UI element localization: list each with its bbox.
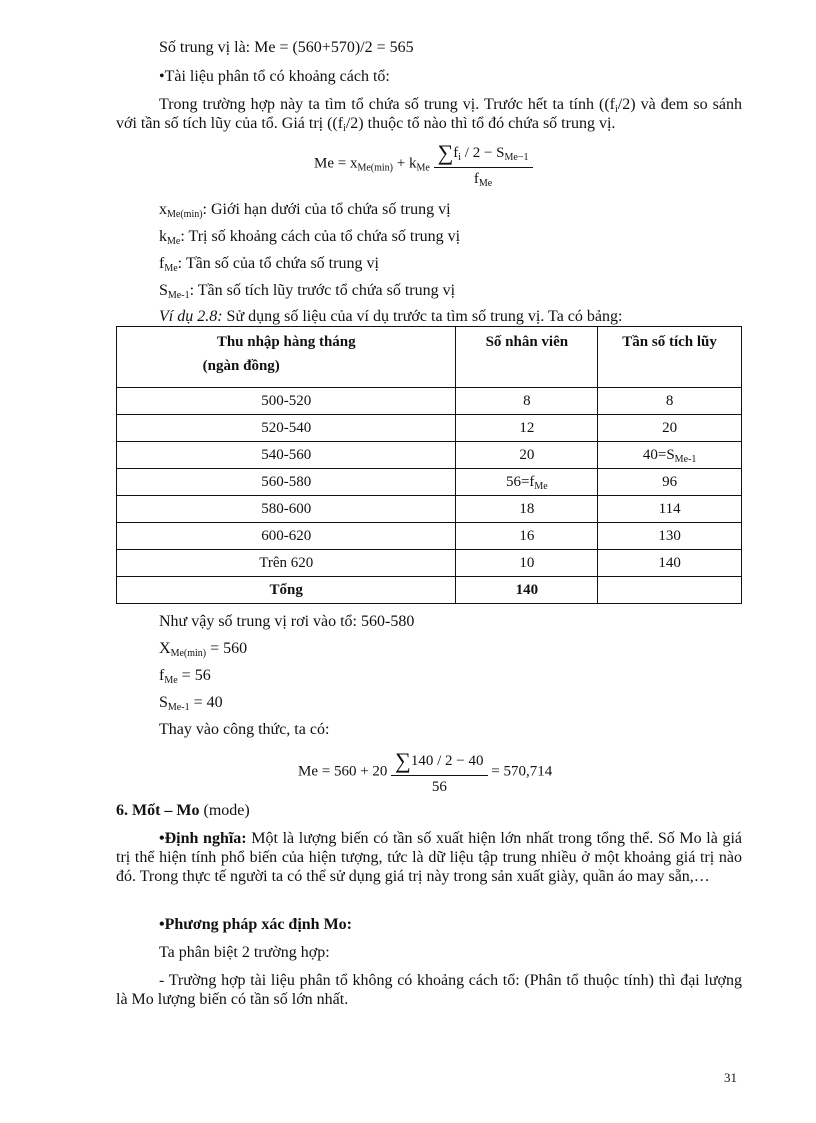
median-calculation-formula: Me = 560 + 20 $\frac{\sum 140 / 2 - 40}{56}$ = 570,714 xyxy=(298,748,553,796)
table-row: 580-600 18 114 xyxy=(117,496,742,523)
method-heading: •Phương pháp xác định Mo: xyxy=(159,916,352,933)
header-income: Thu nhập hàng tháng (ngàn đồng) xyxy=(117,327,456,388)
cases-intro: Ta phân biệt 2 trường hợp: xyxy=(159,944,330,961)
definition-f: $f_{Me}$: Tần số của tổ chứa số trung vị xyxy=(159,255,379,274)
example-line: Ví dụ 2.8: Sử dụng số liệu của ví dụ trước ta tìm số trung vị. Ta có bảng: xyxy=(159,308,623,325)
grouped-data-paragraph: Trong trường hợp này ta tìm tổ chứa số trung vị. Trước hết ta tính ($(f_i/2)$ và đem so sánh với tần số tích lũy của tổ. Giá trị ($(f_i/2)$ thuộc tổ nào thì tổ đó chứa số trung vị. xyxy=(116,96,742,135)
page-number: 31 xyxy=(724,1070,737,1085)
table-row: 500-520 8 8 xyxy=(117,388,742,415)
definition-k: $k_{Me}$: Trị số khoảng cách của tổ chứa số trung vị xyxy=(159,228,461,247)
value-x: $X_{Me(min)} = 560$ xyxy=(159,640,248,659)
median-formula-fraction: $\frac{\sum f_i / 2 - S_{Me-1}}{f_{Me}}$ xyxy=(434,140,533,188)
value-s: $S_{Me-1} = 40$ xyxy=(159,694,223,713)
median-result-line: Số trung vị là: Me = (560+570)/2 = 565 xyxy=(159,39,414,56)
header-employees: Số nhân viên xyxy=(456,327,598,388)
header-cumulative: Tần số tích lũy xyxy=(598,327,742,388)
income-table xyxy=(116,326,742,604)
value-f: $f_{Me} = 56$ xyxy=(159,667,211,686)
table-row: Trên 620 10 140 xyxy=(117,550,742,577)
table-total-row: Tổng 140 xyxy=(117,577,742,604)
calculation-fraction: $\frac{\sum 140 / 2 - 40}{56}$ xyxy=(391,748,487,796)
table-row: 520-540 12 20 xyxy=(117,415,742,442)
table-row: 560-580 $56=f_{Me}$ 96 xyxy=(117,469,742,496)
definition-s: $S_{Me-1}$: Tần số tích lũy trước tổ chứa số trung vị xyxy=(159,282,456,301)
definition-x: $x_{Me(min)}$: Giới hạn dưới của tổ chứa số trung vị xyxy=(159,201,451,220)
median-group-line: Như vậy số trung vị rơi vào tổ: 560-580 xyxy=(159,613,415,630)
table-header-row xyxy=(117,327,742,388)
table-row: 540-560 20 $40=S_{Me-1}$ xyxy=(117,442,742,469)
grouped-data-heading: •Tài liệu phân tổ có khoảng cách tổ: xyxy=(159,68,390,85)
mode-definition-paragraph: •Định nghĩa: Một là lượng biến có tần số xuất hiện lớn nhất trong tổng thể. Số Mo là giá trị thể hiện tính phổ biến của hiện tượng, tức là dữ liệu tập trung nhiều ở một khoảng giá trị nào đó. Trong thực tế người ta có thể sử dụng giá trị này trong sản xuất giày, quần áo may sẵn,… xyxy=(116,830,743,886)
case-1-paragraph: - Trường hợp tài liệu phân tổ không có khoảng cách tổ: (Phân tổ thuộc tính) thì đại lượng là Mo lượng biến có tần số lớn nhất. xyxy=(116,972,742,1009)
substitution-line: Thay vào công thức, ta có: xyxy=(159,721,330,738)
median-formula: $Me = x_{Me(min)} + k_{Me}$ $\frac{\sum f_i / 2 - S_{Me-1}}{f_{Me}}$ xyxy=(314,140,533,188)
table-row: 600-620 16 130 xyxy=(117,523,742,550)
section-6-title: 6. Mốt – Mo (mode) xyxy=(116,802,250,819)
